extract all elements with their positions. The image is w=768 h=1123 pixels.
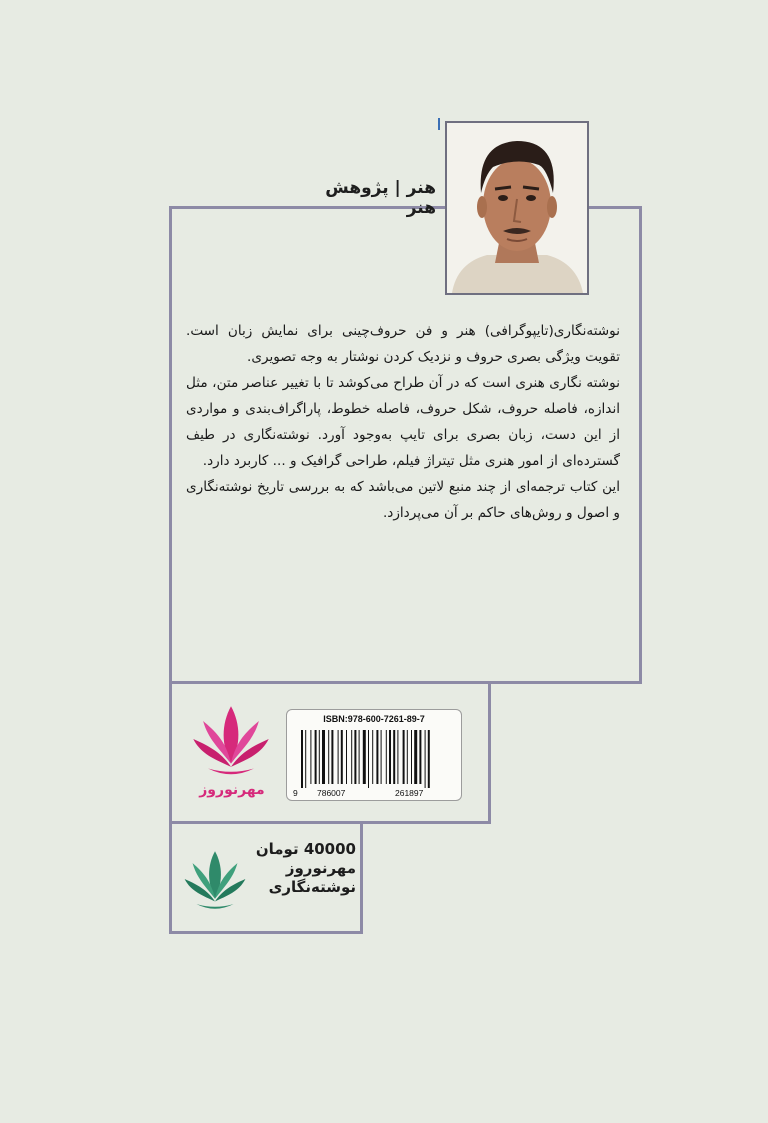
barcode-bar bbox=[428, 730, 430, 788]
barcode-bar bbox=[354, 730, 356, 784]
author-portrait-illustration bbox=[447, 123, 587, 293]
barcode-bar bbox=[322, 730, 325, 784]
barcode-bar bbox=[338, 730, 339, 784]
barcode-lead-digit: 9 bbox=[293, 788, 298, 798]
barcode-bar bbox=[359, 730, 360, 784]
price-sticker bbox=[240, 840, 356, 897]
barcode-bar bbox=[368, 730, 369, 788]
description-paragraph: نوشته‌نگاری(تایپوگرافی) هنر و فن حروف‌چینی برای نمایش زبان است. تقویت ویژگی بصری حروف و نزدیک کردن نوشتار به وجه تصویری. bbox=[186, 323, 620, 365]
barcode-bar bbox=[381, 730, 382, 784]
barcode-bar bbox=[414, 730, 417, 784]
barcode-left-digits: 786007 bbox=[317, 788, 346, 798]
barcode-bar bbox=[389, 730, 391, 784]
decorative-mark bbox=[438, 118, 440, 130]
sticker-book-title: نوشته‌نگاری bbox=[268, 878, 356, 896]
barcode-bar bbox=[305, 730, 306, 788]
sticker-publisher: مهرنوروز bbox=[285, 859, 356, 877]
publisher-lotus-logo bbox=[190, 698, 272, 780]
barcode-bar bbox=[301, 730, 303, 788]
isbn-label: ISBN:978-600-7261-89-7 bbox=[323, 714, 425, 724]
description-paragraph: این کتاب ترجمه‌ای از چند منبع لاتین می‌باشد که به بررسی تاریخ نوشته‌نگاری و اصول و روش‌های حاکم بر آن می‌پردازد. bbox=[186, 479, 620, 521]
barcode-bar bbox=[328, 730, 329, 784]
barcode-bar bbox=[310, 730, 311, 784]
barcode-bar bbox=[411, 730, 412, 784]
barcode-bar bbox=[376, 730, 378, 784]
barcode-bars bbox=[287, 710, 463, 802]
barcode-bar bbox=[386, 730, 387, 784]
book-description bbox=[186, 318, 620, 526]
series-label: هنر | پژوهش هنر bbox=[325, 178, 436, 218]
barcode-bar bbox=[372, 730, 373, 784]
publisher-name: مهرنوروز bbox=[199, 782, 265, 798]
barcode-bar bbox=[315, 730, 317, 784]
barcode-right-digits: 261897 bbox=[395, 788, 424, 798]
price-amount: 40000 تومان bbox=[255, 840, 356, 858]
barcode-bar bbox=[363, 730, 366, 784]
barcode-bar bbox=[319, 730, 320, 784]
isbn-barcode bbox=[286, 709, 462, 801]
barcode-bar bbox=[397, 730, 398, 784]
barcode-bar bbox=[419, 730, 421, 784]
barcode-bar bbox=[393, 730, 395, 784]
barcode-bar bbox=[403, 730, 405, 784]
barcode-bar bbox=[346, 730, 347, 784]
barcode-bar bbox=[331, 730, 333, 784]
barcode-bar bbox=[341, 730, 343, 784]
description-paragraph: نوشته نگاری هنری است که در آن طراح می‌کوشد تا با تغییر عناصر متن، مثل اندازه، فاصله حروف، شکل حروف، فاصله خطوط، پاراگراف‌بندی و مواردی از این دست، زبان بصری برای تایپ به‌وجود آورد. نوشته‌نگاری در طیف گسترده‌ای از امور هنری مثل تیتراژ فیلم، طراحی گرافیک و ... کاربرد دارد. bbox=[186, 375, 620, 469]
author-photo bbox=[445, 121, 589, 295]
barcode-bar bbox=[407, 730, 408, 784]
barcode-bar bbox=[425, 730, 426, 788]
barcode-bar bbox=[351, 730, 352, 784]
